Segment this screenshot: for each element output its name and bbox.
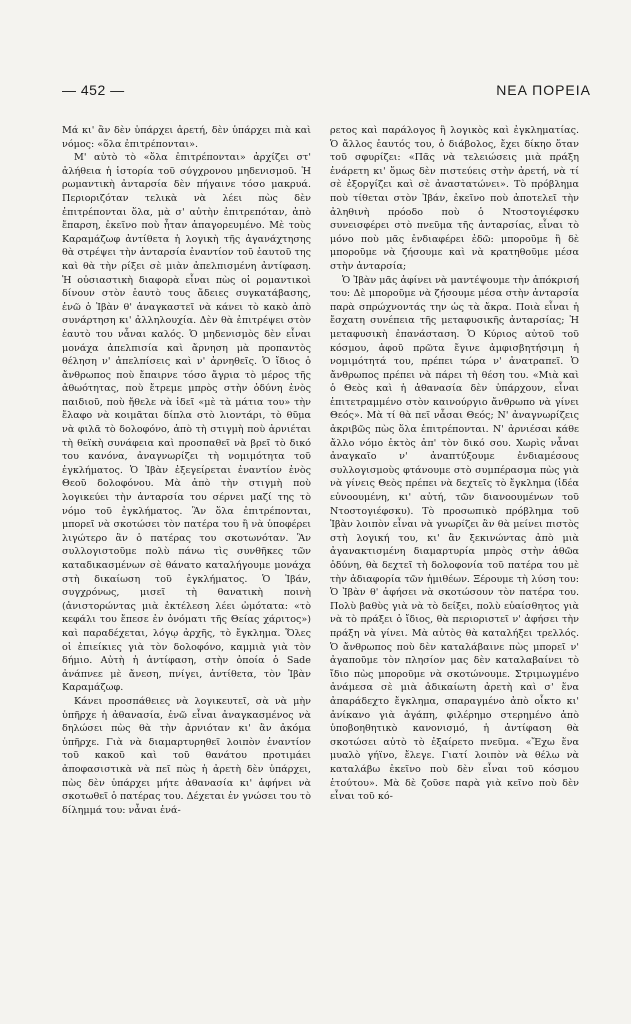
journal-title: ΝΕΑ ΠΟΡΕΙΑ: [496, 82, 591, 98]
page-header: [62, 82, 591, 102]
right-column: [330, 124, 579, 1004]
page-number: — 452 —: [62, 82, 125, 98]
paragraph: Ὁ Ἰβὰν μᾶς ἀφίνει νὰ μαντέψουμε τὴν ἀπόκρισή του: Δὲ μποροῦμε νὰ ζήσουμε μέσα στὴν ἀνταρσία παρὰ σπρώχνοντάς την ὡς τὰ ἄκρα. Ποιὰ εἶναι ἡ ἔσχατη συνέπεια τῆς μεταφυσικῆς ἀνταρσίας; Ἡ μεταφυσικὴ ἐπανάσταση. Ὁ Κύριος αὐτοῦ τοῦ κόσμου, ἀφοῦ πρῶτα ἔγινε ἀμφισβητήσιμη ἡ νομιμότητά του, πρέπει τώρα ν' ἀνατραπεῖ. Ὁ ἄνθρωπος πρέπει νὰ πάρει τὴ θέση του. «Μιὰ καὶ ὁ Θεὸς καὶ ἡ ἀθανασία δὲν ὑπάρχουν, εἶναι ἐπιτετραμμένο στὸν καινούργιο ἄνθρωπο νὰ γίνει Θεός». Μὰ τί θὰ πεῖ νἆσαι Θεός; Ν' ἀναγνωρίζεις ἀκριβῶς πὼς ὅλα ἐπιτρέπονται. Ν' ἀρνιέσαι κάθε ἄλλο νόμο ἐκτὸς ἀπ' τὸν δικό σου. Χωρὶς νἆναι ἀναγκαῖο ν' ἀναπτύξουμε ἐνδιαμέσους συλλογισμοὺς φτάνουμε στὸ συμπέρασμα πὼς γιὰ νὰ γίνεις Θεὸς πρέπει νὰ δεχτεῖς τὸ ἔγκλημα (ἰδέα εὐνοουμένη, κι' αὐτή, τῶν διανοουμένων τοῦ Ντοστογιέφσκυ). Τὸ προσωπικὸ πρόβλημα τοῦ Ἰβὰν λοιπὸν εἶναι νὰ γνωρίζει ἂν θὰ μείνει πιστὸς στὴ λογική του, κι' ἂν ξεκινώντας ἀπὸ μιὰ ἀγανακτισμένη διαμαρτυρία μπρὸς στὴν ἀθῶα ὀδύνη, θὰ δεχτεῖ τὴ δολοφονία τοῦ πατέρα του μὲ τὴν ἀδιαφορία τῶν ἡμιθέων. Ξέρουμε τὴ λύση του: Ὁ Ἰβὰν θ' ἀφήσει νὰ σκοτώσουν τὸν πατέρα του. Πολὺ βαθὺς γιὰ νὰ τὸ δείξει, πολὺ εὐαίσθητος γιὰ νὰ τὸ πράξει ὁ ἴδιος, θὰ περιοριστεῖ ν' ἀφήσει τὴν πράξη νὰ γίνει. Μὰ αὐτὸς θὰ καταλήξει τρελλός. Ὁ ἄνθρωπος ποὺ δὲν καταλάβαινε πὼς μπορεῖ ν' ἀγαποῦμε τὸν πλησίον μας δὲν καταλαβαίνει τὸ ἴδιο πὼς μποροῦμε νὰ σκοτώνουμε. Στριμωγμένο ἀνάμεσα σὲ μιὰ ἀδικαίωτη ἀρετὴ καὶ σ' ἕνα ἀπαράδεχτο ἔγκλημα, σπαραγμένο ἀπὸ οἶκτο κι' ἀνίκανο γιὰ ἀγάπη, φιλέρημο στερημένο ἀπὸ ὑποβοηθητικὸ κανονισμό, ἡ ἀντίφαση θὰ σκοτώσει αὐτὸ τὸ ἐξαίρετο πνεῦμα. «Ἔχω ἕνα μυαλὸ γήϊνο, ἔλεγε. Γιατί λοιπὸν νὰ θέλω νὰ καταλάβω ἐκεῖνο ποὺ δὲν εἶναι τοῦ κόσμου ἐτούτου». Μὰ δὲ ζοῦσε παρὰ γιὰ κεῖνο ποὺ δὲν εἶναι τοῦ κό-: [330, 274, 579, 803]
paragraph: ρετος καὶ παράλογος ἢ λογικὸς καὶ ἐγκληματίας. Ὁ ἄλλος ἑαυτός του, ὁ διάβολος, ἔχει δίκηο ὅταν τοῦ σφυρίζει: «Πᾶς νὰ τελειώσεις μιὰ πράξη ἐνάρετη κι' ὅμως δὲν πιστεύεις στὴν ἀρετή, νὰ τί σὲ ἐξοργίζει καὶ σὲ ἀναστατώνει». Τὸ πρόβλημα ποὺ τίθεται στὸν Ἰβάν, ἐκεῖνο ποὺ ἀποτελεῖ τὴν ἀληθινὴ πρόοδο ποὺ ὁ Ντοστογιέφσκυ συνεισφέρει στὸ πνεῦμα τῆς ἀνταρσίας, εἶναι τὸ μόνο ποὺ μᾶς ἐνδιαφέρει ἐδῶ: μποροῦμε ἢ δὲ μποροῦμε νὰ ζήσουμε καὶ νὰ κρατηθοῦμε μέσα στὴν ἀνταρσία;: [330, 125, 579, 272]
paragraph: Μά κι' ἂν δὲν ὑπάρχει ἀρετή, δὲν ὑπάρχει πιὰ καὶ νόμος: «ὅλα ἐπιτρέπονται».: [62, 125, 311, 150]
paragraph: Κάνει προσπάθειες νὰ λογικευτεῖ, σὰ νὰ μὴν ὑπῆρχε ἡ ἀθανασία, ἐνῶ εἶναι ἀναγκασμένος νὰ δηλώσει πὼς θὰ τὴν ἀρνιόταν κι' ἂν ἀκόμα ὑπῆρχε. Γιὰ νὰ διαμαρτυρηθεῖ λοιπὸν ἐναντίον τοῦ κακοῦ καὶ τοῦ θανάτου προτιμάει ἀποφασιστικὰ νὰ πεῖ πὼς ἡ ἀρετὴ δὲν ὑπάρχει, πὼς δὲν ὑπάρχει μήτε ἀθανασία κι' ἀφήνει νὰ σκοτωθεῖ ὁ πατέρας του. Δέχεται ἐν γνώσει του τὸ δίλημμά του: νἆναι ἐνά-: [62, 695, 311, 816]
paragraph: Μ' αὐτὸ τὸ «ὅλα ἐπιτρέπονται» ἀρχίζει στ' ἀλήθεια ἡ ἱστορία τοῦ σύγχρονου μηδενισμοῦ. Ἡ ρωμαντικὴ ἀνταρσία δὲν πήγαινε τόσο μακρυά. Περιοριζόταν τελικὰ νὰ λέει πὼς δὲν ἐπιτρέπονται ὅλα, μὰ σ' αὐτὴν ἐπιτρεπόταν, ἀπὸ ἔπαρση, ἐκεῖνο ποὺ ἦταν ἀπαγορευμένο. Μὲ τοὺς Καραμάζωφ ἀντίθετα ἡ λογικὴ τῆς ἀγανάχτησης θὰ στρέψει τὴν ἀνταρσία ἐναντίον τοῦ ἑαυτοῦ της καὶ θὰ τὴν ρίξει σὲ μιὰν ἀπελπισμένη ἀντίφαση. Ἡ οὐσιαστικὴ διαφορὰ εἶναι πὼς οἱ ρομαντικοὶ δίνουν στὸν ἑαυτὸ τους ἄδειες συγκατάβασης, ἐνῶ ὁ Ἰβὰν θ' ἀναγκαστεῖ νὰ κάνει τὸ κακὸ ἀπὸ συνάρτηση κι' ἀλληλουχία. Δὲν θὰ ἐπιτρέψει στὸν ἑαυτὸ του νἆναι καλός. Ὁ μηδενισμὸς δὲν εἶναι μονάχα ἀπελπισία καὶ ἄρνηση μὰ προπαντὸς θέληση ν' ἀπελπίσεις καὶ ν' ἀρνηθεῖς. Ὁ ἴδιος ὁ ἄνθρωπος ποὺ ἔπαιρνε τόσο ἄγρια τὸ μέρος τῆς ἀθωότητας, ποὺ ἔτρεμε μπρὸς στὴν ὀδύνη ἑνὸς παιδιοῦ, ποὺ ἤθελε νὰ ἰδεῖ «μὲ τὰ μάτια του» τὴν ἔλαφο νὰ κοιμᾶται δίπλα στὸ λιοντάρι, τὸ θῦμα νὰ φιλᾶ τὸ δολοφόνο, ἀπὸ τὴ στιγμὴ ποὺ ἀρνιέται τὴ θεϊκὴ συνάφεια καὶ προσπαθεῖ νὰ βρεῖ τὸ δικό του κανόνα, ἀναγνωρίζει τὴ νομιμότητα τοῦ ἐγκλήματος. Ὁ Ἰβὰν ἐξεγείρεται ἐναντίον ἑνὸς Θεοῦ δολοφόνου. Μὰ ἀπὸ τὴν στιγμὴ ποὺ λογικεύει τὴν ἀνταρσία του σέρνει μαζί της τὸ νόμο τοῦ ἐγκλήματος. Ἂν ὅλα ἐπιτρέπονται, μπορεῖ νὰ σκοτώσει τὸν πατέρα του ἢ νὰ ὑποφέρει λιγώτερο ἂν ὁ πατέρας του σκοτωνόταν. Ἂν συλλογιστοῦμε πολὺ πάνω τὶς συνθῆκες τῶν καταδικασμένων σὲ θάνατο καταλήγουμε μονάχα στὴ δικαίωση τοῦ ἐγκλήματος. Ὁ Ἰβάν, συγχρόνως, μισεῖ τὴ θανατικὴ ποινὴ (ἀνιστορώντας μιὰ ἐκτέλεση λέει ὠμότατα: «τὸ κεφάλι του ἔπεσε ἐν ὀνόματι τῆς Θείας χάριτος») καὶ παραδέχεται, λόγῳ ἀρχῆς, τὸ ἔγκλημα. Ὅλες οἱ ἐπιείκιες γιὰ τὸν δολοφόνο, καμμιὰ γιὰ τὸν δήμιο. Αὐτὴ ἡ ἀντίφαση, στὴν ὁποία ὁ Sade ἀνάπνεε μὲ ἄνεση, πνίγει, ἀντίθετα, τὸν Ἰβὰν Καραμάζωφ.: [62, 152, 311, 694]
left-column: [62, 124, 311, 1004]
